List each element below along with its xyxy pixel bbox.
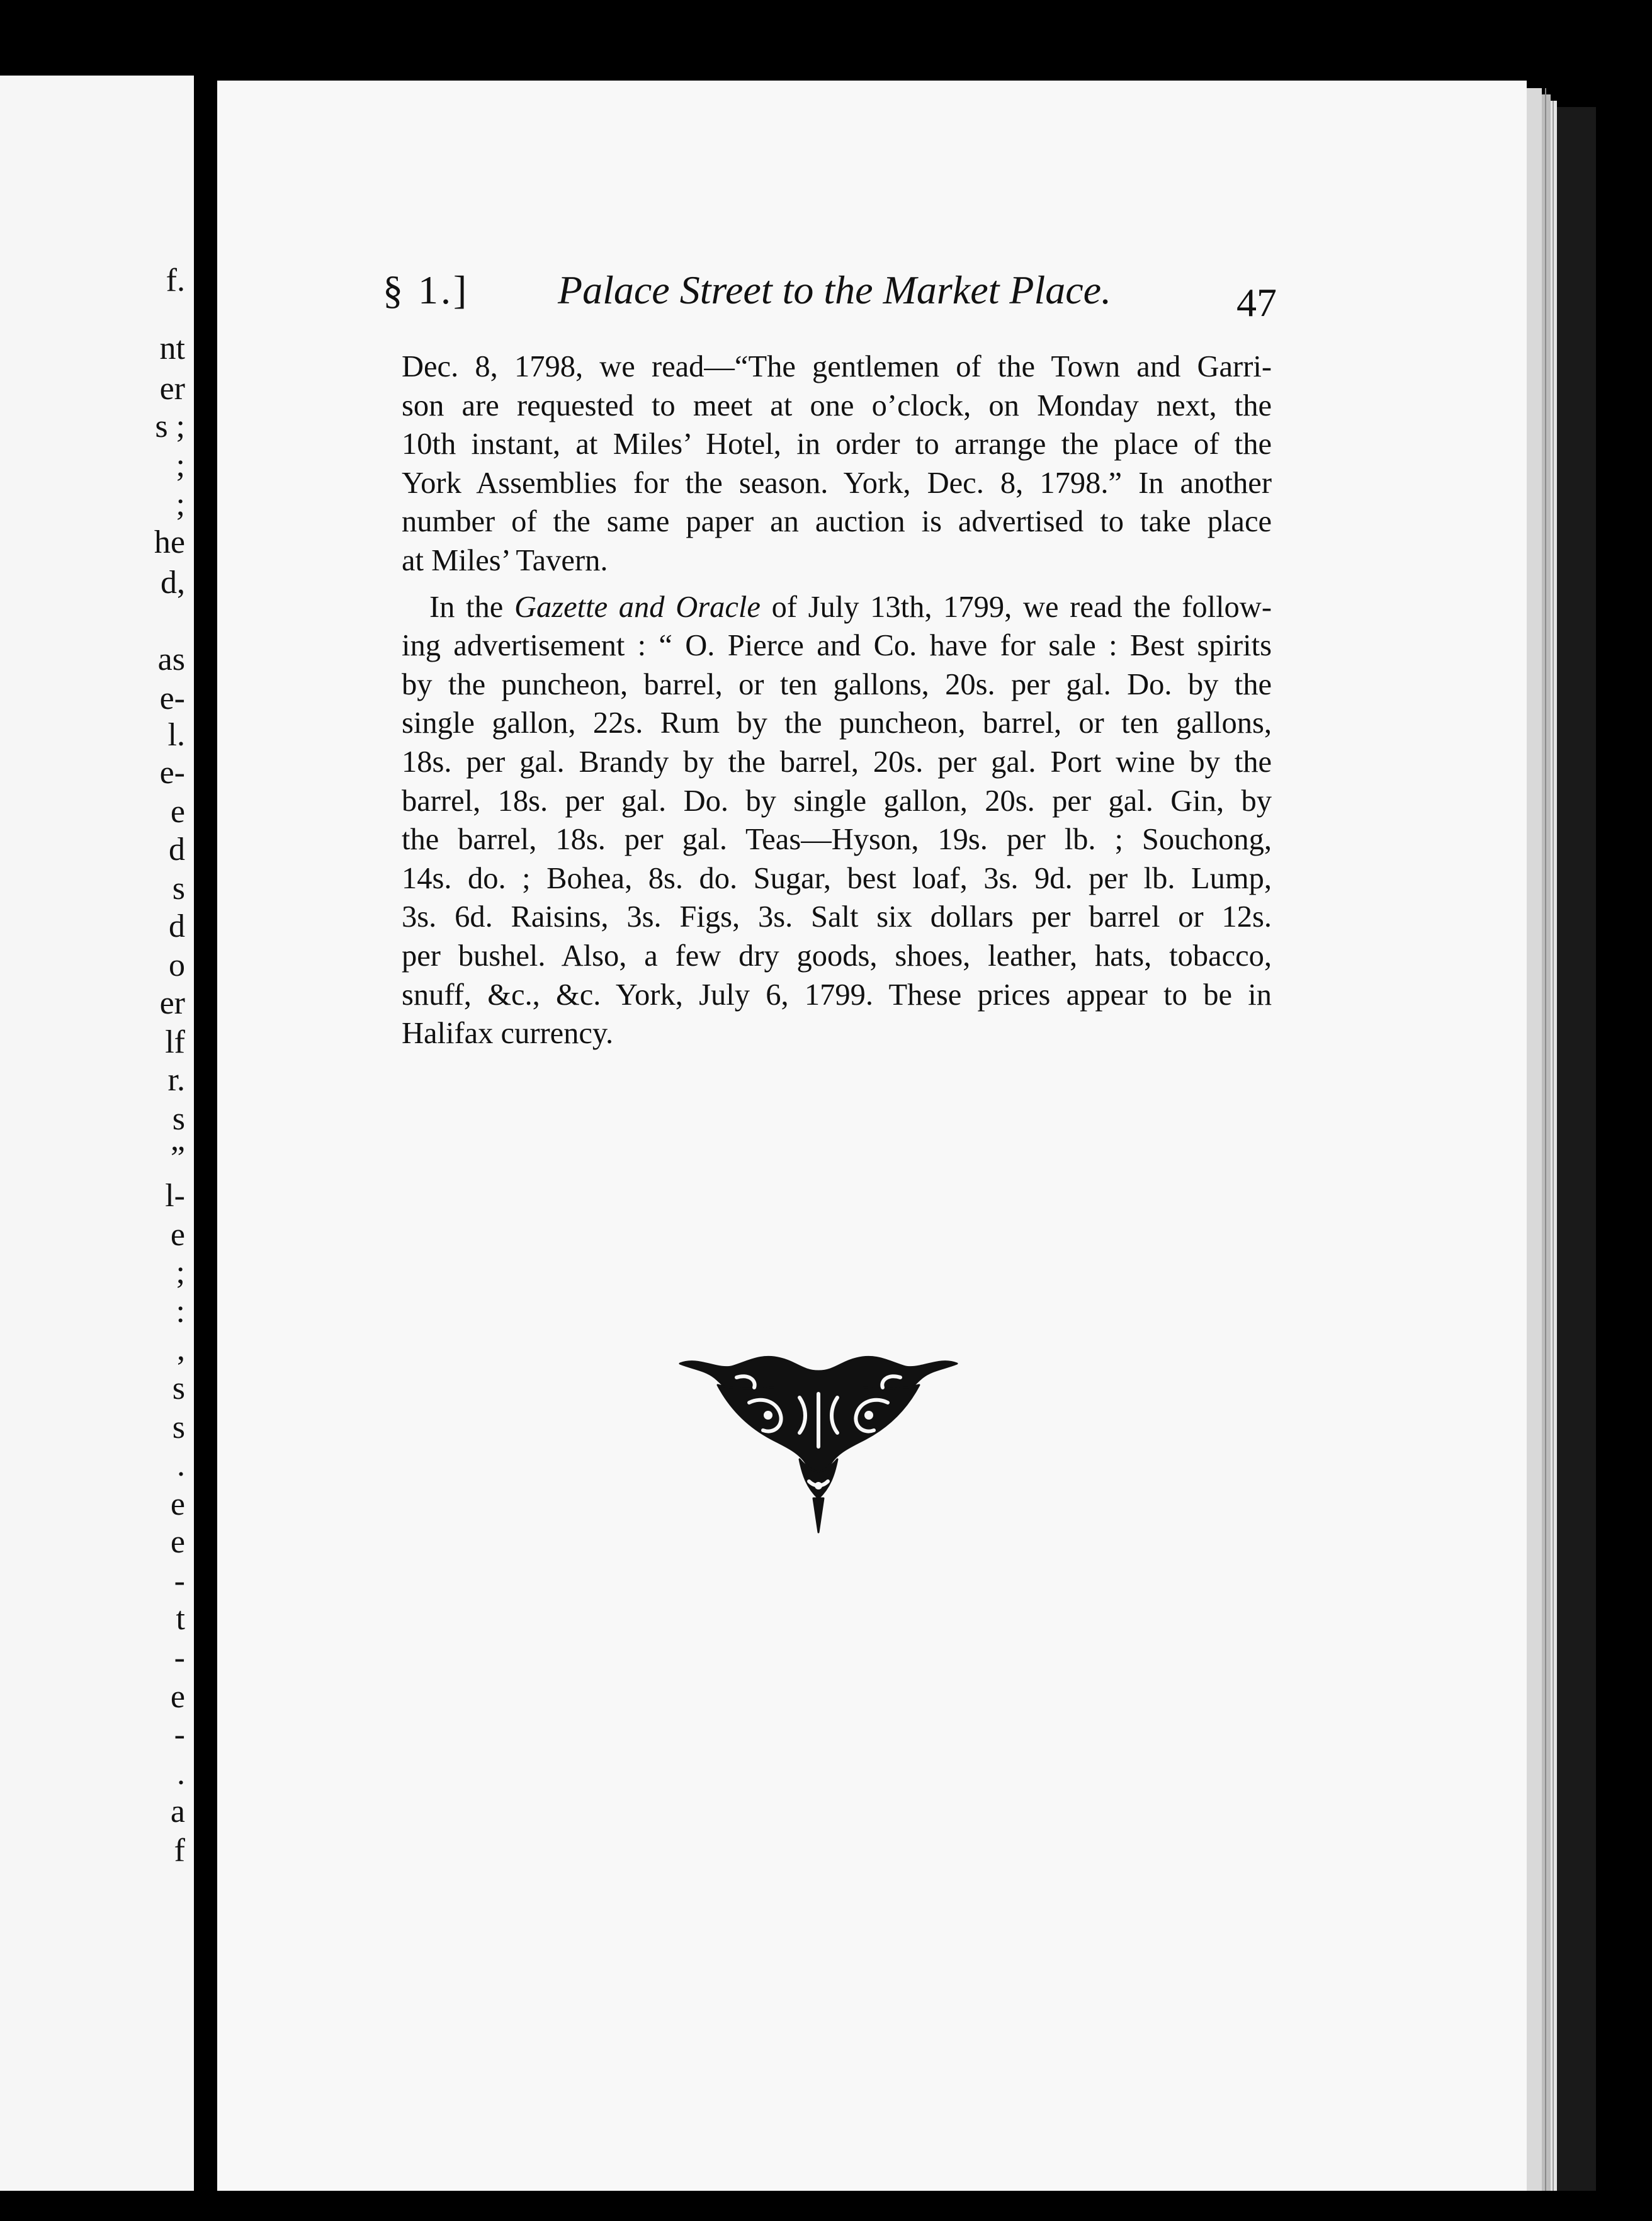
left-page-line-fragment: er: [159, 985, 185, 1021]
left-page-line-fragment: r.: [167, 1062, 185, 1098]
floral-tailpiece-icon: [674, 1352, 963, 1536]
paragraph-2: [402, 588, 1272, 1053]
text-line: by the puncheon, barrel, or ten gallons, 20s. per gal. Do. by the: [402, 667, 1272, 701]
text-line: [402, 588, 1272, 627]
left-page-line-fragment: s ;: [155, 409, 185, 444]
left-facing-page: [0, 76, 194, 2191]
page-number: 47: [1236, 280, 1277, 325]
left-page-line-fragment: e-: [159, 681, 185, 716]
left-page-line-fragment: s: [172, 1101, 185, 1137]
left-page-line-fragment: f: [174, 1833, 185, 1868]
left-page-line-fragment: er: [159, 371, 185, 407]
text-line: per bushel. Also, a few dry goods, shoes, leather, hats, tobacco,: [402, 939, 1272, 973]
text-line: snuff, &c., &c. York, July 6, 1799. These prices appear to be in: [402, 978, 1272, 1012]
left-page-line-fragment: -: [174, 1717, 185, 1753]
text-line: ing advertisement : “ O. Pierce and Co. have for sale : Best spirits: [402, 629, 1272, 663]
left-page-line-fragment: f.: [166, 263, 185, 298]
left-page-line-fragment: d,: [161, 565, 185, 601]
left-page-line-fragment: s: [172, 1370, 185, 1406]
left-page-line-fragment: e: [170, 1217, 185, 1253]
left-page-line-fragment: e: [170, 1486, 185, 1522]
left-page-line-fragment: .: [177, 1756, 185, 1792]
left-page-line-fragment: l-: [165, 1178, 185, 1214]
left-page-line-fragment: e: [170, 1679, 185, 1715]
left-page-line-fragment: ,: [177, 1331, 185, 1367]
text-line: Dec. 8, 1798, we read—“The gentlemen of the Town and Garri-: [402, 350, 1272, 383]
left-page-line-fragment: ;: [176, 1255, 185, 1291]
text-line: single gallon, 22s. Rum by the puncheon, barrel, or ten gallons,: [402, 706, 1272, 740]
body-text: [402, 348, 1272, 1053]
text-line: the barrel, 18s. per gal. Teas—Hyson, 19s. per lb. ; Souchong,: [402, 823, 1272, 857]
left-page-line-fragment: as: [157, 641, 185, 677]
text-run: In the: [429, 590, 514, 624]
left-page-line-fragment: .: [177, 1447, 185, 1483]
text-line: at Miles’ Tavern.: [402, 543, 608, 577]
running-head-title: Palace Street to the Market Place.: [558, 268, 1112, 312]
left-page-line-fragment: -: [174, 1640, 185, 1676]
section-marker: § 1.]: [383, 268, 470, 312]
left-page-line-fragment: ;: [176, 448, 185, 483]
left-page-line-fragment: ;: [176, 487, 185, 523]
text-line: son are requested to meet at one o’clock, on Monday next, the: [402, 388, 1272, 422]
left-page-line-fragment: e: [170, 1524, 185, 1560]
left-page-line-fragment: lf: [165, 1024, 185, 1060]
left-page-line-fragment: d: [169, 908, 185, 944]
newspaper-title: Gazette and Oracle: [514, 590, 761, 624]
text-line: Halifax currency.: [402, 1017, 614, 1051]
text-run: of July 13th, 1799, we read the follow-: [760, 590, 1272, 624]
left-page-line-fragment: -: [174, 1563, 185, 1599]
left-page-line-fragment: a: [170, 1794, 185, 1829]
text-line: 14s. do. ; Bohea, 8s. do. Sugar, best loaf, 3s. 9d. per lb. Lump,: [402, 861, 1272, 895]
left-page-line-fragment: e: [170, 794, 185, 830]
left-page-line-fragment: d: [169, 832, 185, 867]
left-page-line-fragment: s: [172, 871, 185, 907]
left-page-line-fragment: s: [172, 1410, 185, 1445]
left-page-line-fragment: t: [176, 1601, 185, 1637]
left-page-line-fragment: he: [154, 524, 185, 560]
left-page-line-fragment: o: [169, 947, 185, 983]
text-line: 3s. 6d. Raisins, 3s. Figs, 3s. Salt six dollars per barrel or 12s.: [402, 900, 1272, 934]
paragraph-1: [402, 348, 1272, 580]
text-line: 10th instant, at Miles’ Hotel, in order to arrange the place of the: [402, 427, 1272, 461]
text-line: number of the same paper an auction is advertised to take place: [402, 505, 1272, 539]
text-line: York Assemblies for the season. York, Dec. 8, 1798.” In another: [402, 466, 1272, 500]
text-line: 18s. per gal. Brandy by the barrel, 20s. per gal. Port wine by the: [402, 745, 1272, 779]
left-page-line-fragments: [0, 76, 194, 2191]
left-page-line-fragment: nt: [159, 331, 185, 366]
left-page-line-fragment: :: [176, 1294, 185, 1330]
text-line: barrel, 18s. per gal. Do. by single gallon, 20s. per gal. Gin, by: [402, 784, 1272, 818]
left-page-line-fragment: l.: [167, 717, 185, 753]
page-edges: [1527, 88, 1596, 2191]
running-head: [383, 263, 1277, 325]
left-page-line-fragment: ”: [170, 1140, 185, 1176]
left-page-line-fragment: e-: [159, 755, 185, 791]
